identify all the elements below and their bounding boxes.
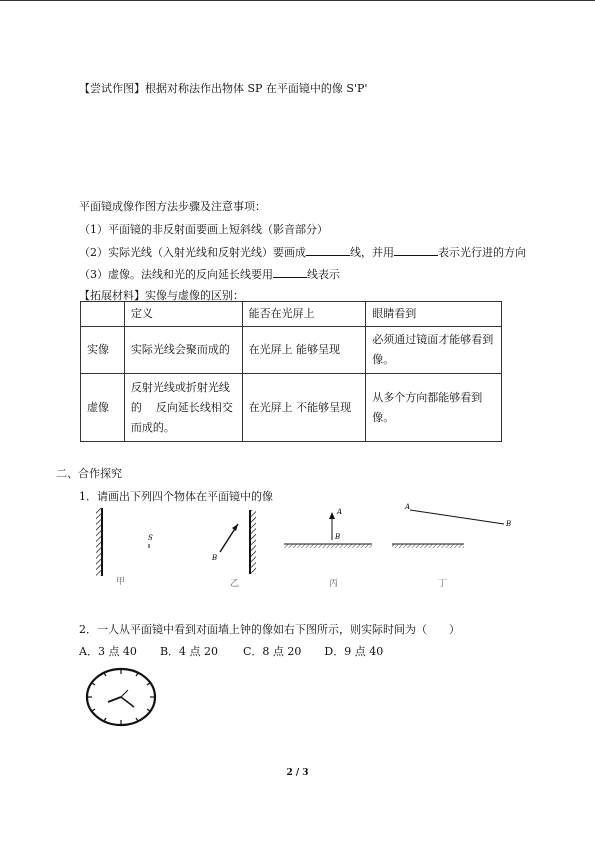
table-cell: 必须通过镜面才能够看到像。 — [366, 327, 502, 374]
question-2-options — [79, 643, 383, 659]
option-b: B．4 点 20 — [159, 645, 219, 658]
page-number: 2 / 3 — [286, 768, 309, 778]
figure-label-jia: 甲 — [116, 577, 126, 587]
method-step-3 — [79, 266, 340, 282]
question-2: 2．一人从平面镜中看到对面墙上钟的像如右下图所示，则实际时间为（ ） — [79, 623, 460, 636]
method-step-3-part-a: （3）虚像。法线和光的反向延长线要用 — [79, 268, 273, 281]
arrow-head — [329, 512, 335, 519]
section-2-heading: 二、合作探究 — [56, 467, 122, 480]
figure-bing — [284, 508, 372, 589]
image-comparison-table — [80, 301, 502, 442]
top-border-line — [0, 0, 595, 1]
clock-hour-hand — [108, 697, 121, 702]
figure-ding — [392, 503, 511, 589]
method-step-2-part-a: （2）实际光线（入射光线和反射光线）要画成 — [79, 246, 306, 259]
table-header-row — [81, 302, 502, 327]
option-d: D．9 点 40 — [324, 645, 384, 658]
object-label-a: A — [337, 508, 343, 516]
figure-yi — [211, 510, 256, 589]
object-label-b: B — [506, 520, 512, 528]
option-a: A．3 点 40 — [79, 645, 137, 658]
table-cell: 反射光线或折射光线的 反向延长线相交而成的。 — [124, 374, 242, 442]
object-label-b: B — [335, 533, 341, 541]
table-cell: 在光屏上 能够呈现 — [242, 327, 366, 374]
object-label-b: B — [212, 554, 218, 562]
table-header-cell: 定义 — [124, 302, 242, 327]
table-cell: 从多个方向都能够看到像。 — [366, 374, 502, 442]
fill-blank — [306, 245, 350, 256]
method-step-3-part-b: 线表示 — [307, 268, 340, 281]
mirrored-clock-figure — [84, 666, 158, 728]
mirror-hatch — [392, 544, 464, 548]
table-cell: 在光屏上 不能够呈现 — [242, 374, 366, 442]
extension-title: 【拓展材料】实像与虚像的区别： — [79, 289, 244, 302]
mirror-hatch — [251, 510, 256, 574]
figure-label-bing: 丙 — [329, 579, 339, 589]
clock-second-hand — [121, 690, 128, 697]
table-row — [81, 327, 502, 374]
mirror-hatch — [284, 544, 372, 548]
method-step-2-part-c: 表示光行进的方向 — [438, 246, 526, 259]
method-title: 平面镜成像作图方法步骤及注意事项： — [79, 200, 266, 213]
table-cell: 实际光线会聚而成的 — [124, 327, 242, 374]
method-step-2 — [79, 244, 526, 260]
table-header-cell: 能否在光屏上 — [242, 302, 366, 327]
fill-blank — [273, 267, 307, 278]
try-drawing-text: 【尝试作图】根据对称法作出物体 SP 在平面镜中的像 S'P' — [79, 82, 368, 95]
mirror-figures — [86, 500, 526, 592]
figure-label-ding: 丁 — [438, 579, 448, 589]
figure-jia — [96, 508, 153, 587]
clock-minute-hand — [121, 697, 134, 707]
table-header-cell — [81, 302, 125, 327]
object-label-a: A — [405, 503, 411, 511]
object-line — [410, 510, 504, 524]
table-header-cell: 眼睛看到 — [366, 302, 502, 327]
arrow-head — [232, 524, 238, 531]
table-cell: 实像 — [81, 327, 125, 374]
table-row — [81, 374, 502, 442]
mirror-hatch — [96, 508, 101, 576]
fill-blank — [394, 245, 438, 256]
option-c: C．8 点 20 — [243, 645, 302, 658]
object-label-s: S — [148, 534, 153, 542]
figure-label-yi: 乙 — [230, 579, 240, 589]
method-step-1: （1）平面镜的非反射面要画上短斜线（影音部分） — [79, 223, 328, 236]
question-1: 1．请画出下列四个物体在平面镜中的像 — [79, 490, 273, 503]
method-step-2-part-b: 线，并用 — [350, 246, 394, 259]
table-cell: 虚像 — [81, 374, 125, 442]
